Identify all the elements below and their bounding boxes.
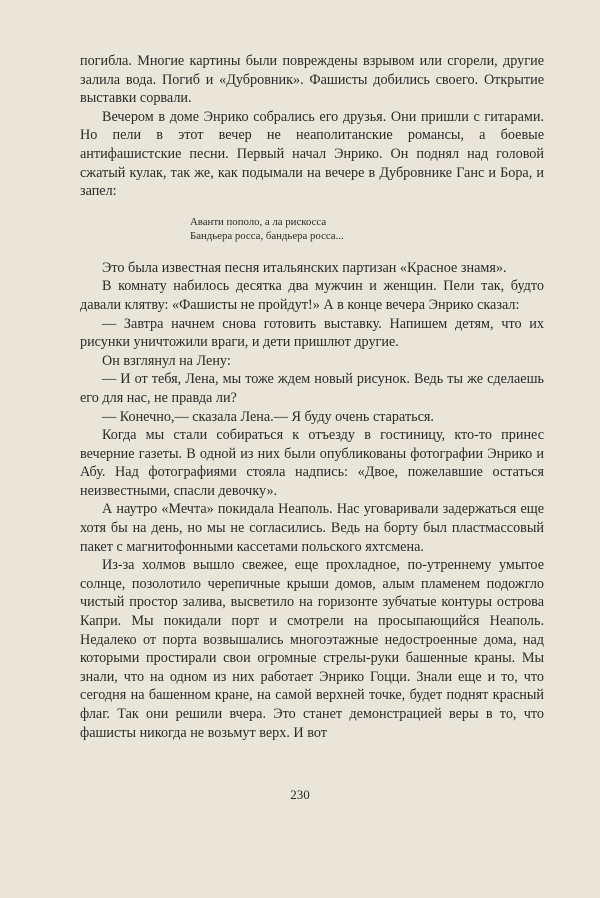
paragraph-6: Он взглянул на Лену: — [102, 352, 231, 369]
song-line-1: Аванти пополо, а ла рискосса — [190, 215, 327, 228]
body-text-continued — [80, 259, 544, 742]
book-page — [80, 52, 544, 742]
paragraph-10: А наутро «Мечта» покидала Неаполь. Нас уговаривали задержаться еще хотя бы на день, но мы не согласились. Ведь на борту был пластмассовый пакет с магнитофонными кассетами польского яхтсмена. — [80, 501, 544, 555]
paragraph-3: Это была известная песня итальянских партизан «Красное знамя». — [102, 259, 507, 276]
paragraph-11: Из-за холмов вышло свежее, еще прохладное, по-утреннему умытое солнце, позолотило черепичные крыши домов, алым пламенем подожгло чистый простор залива, высветило на горизонте зубчатые контуры острова Капри. Мы покидали порт и смотрели на просыпающийся Неаполь. Недалеко от порта возвышались многоэтажные недостроенные дома, над которыми простирали свои огромные стрелы-руки башенные краны. Мы знали, что на одном из них работает Энрико Гоцци. Знали еще и то, что сегодня на башенном кране, на самой верхней точке, будет поднят красный флаг. Так они решили вчера. Это станет демонстрацией веры в то, что фашисты никогда не возьмут верх. И вот — [80, 557, 544, 741]
paragraph-9: Когда мы стали собираться к отъезду в гостиницу, кто-то принес вечерние газеты. В одной из них были опубликованы фотографии Энрико и Абу. Над фотографиями стояла надпись: «Двое, пожелавшие остаться неизвестными, спасли девочку». — [80, 427, 544, 499]
page-number: 230 — [290, 787, 310, 802]
song-line-2: Бандьера росса, бандьера росса... — [190, 229, 344, 242]
paragraph-7: — И от тебя, Лена, мы тоже ждем новый рисунок. Ведь ты же сделаешь его для нас, не правда ли? — [80, 371, 544, 406]
paragraph-1: погибла. Многие картины были повреждены взрывом или сгорели, другие залила вода. Погиб и «Дубровник». Фашисты добились своего. Открытие выставки сорвали. — [80, 53, 544, 107]
body-text — [80, 52, 544, 201]
paragraph-4: В комнату набилось десятка два мужчин и женщин. Пели так, будто давали клятву: «Фашисты не пройдут!» А в конце вечера Энрико сказал: — [80, 278, 544, 313]
song-verse — [80, 215, 544, 243]
paragraph-5: — Завтра начнем снова готовить выставку. Напишем детям, что их рисунки уничтожили враги, и дети пришлют другие. — [80, 315, 544, 351]
paragraph-8: — Конечно,— сказала Лена.— Я буду очень стараться. — [102, 408, 434, 425]
paragraph-2: Вечером в доме Энрико собрались его друзья. Они пришли с гитарами. Но пели в этот вечер не неаполитанские романсы, а боевые антифашистские песни. Первый начал Энрико. Он поднял над головой сжатый кулак, так же, как подымали на вечере в Дубровнике Ганс и Бора, и запел: — [80, 108, 544, 200]
